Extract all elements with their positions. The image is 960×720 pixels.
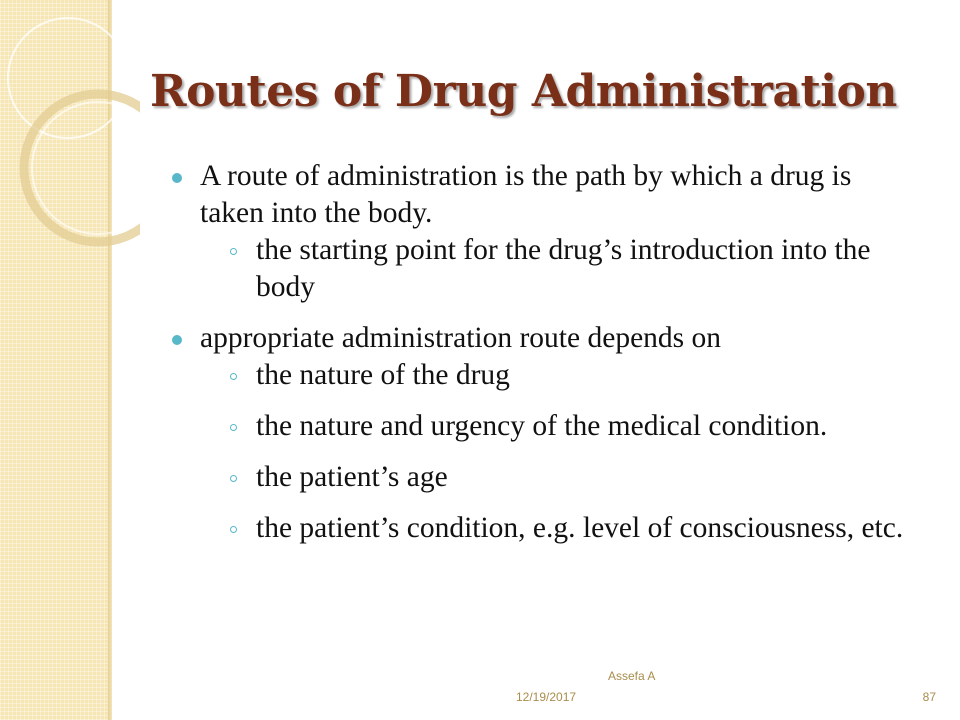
sub-bullet-text: the starting point for the drug’s introduction into the body (256, 234, 871, 303)
sub-bullet-item (200, 459, 912, 496)
sub-bullet-item (200, 232, 912, 306)
sub-bullet-list (200, 357, 912, 547)
sub-bullet-text: the patient’s condition, e.g. level of consciousness, etc. (256, 512, 904, 544)
circle-bullet-icon (230, 373, 237, 380)
decorative-circles-graphic (0, 0, 140, 260)
slide-title: Routes of Drug Administration (150, 66, 897, 117)
bullet-item (172, 158, 912, 306)
sub-bullet-item (200, 408, 912, 445)
bullet-dot-icon (172, 173, 182, 183)
sub-bullet-item (200, 357, 912, 394)
bullet-list (172, 158, 912, 547)
bullet-text: appropriate administration route depends on (200, 322, 722, 354)
footer-author: Assefa A (608, 669, 656, 683)
sub-bullet-item (200, 510, 912, 547)
circle-bullet-icon (230, 424, 237, 431)
footer-date: 12/19/2017 (516, 690, 577, 704)
bullet-text: A route of administration is the path by which a drug is taken into the body. (200, 160, 852, 229)
bullet-dot-icon (172, 335, 182, 345)
circle-bullet-icon (230, 526, 237, 533)
footer-page-number: 87 (922, 690, 936, 704)
sub-bullet-text: the nature and urgency of the medical condition. (256, 410, 828, 442)
circle-bullet-icon (230, 475, 237, 482)
slide-body (172, 158, 912, 561)
bullet-item (172, 320, 912, 547)
sub-bullet-text: the nature of the drug (256, 359, 510, 391)
sub-bullet-list (200, 232, 912, 306)
circle-bullet-icon (230, 248, 237, 255)
sub-bullet-text: the patient’s age (256, 461, 448, 493)
